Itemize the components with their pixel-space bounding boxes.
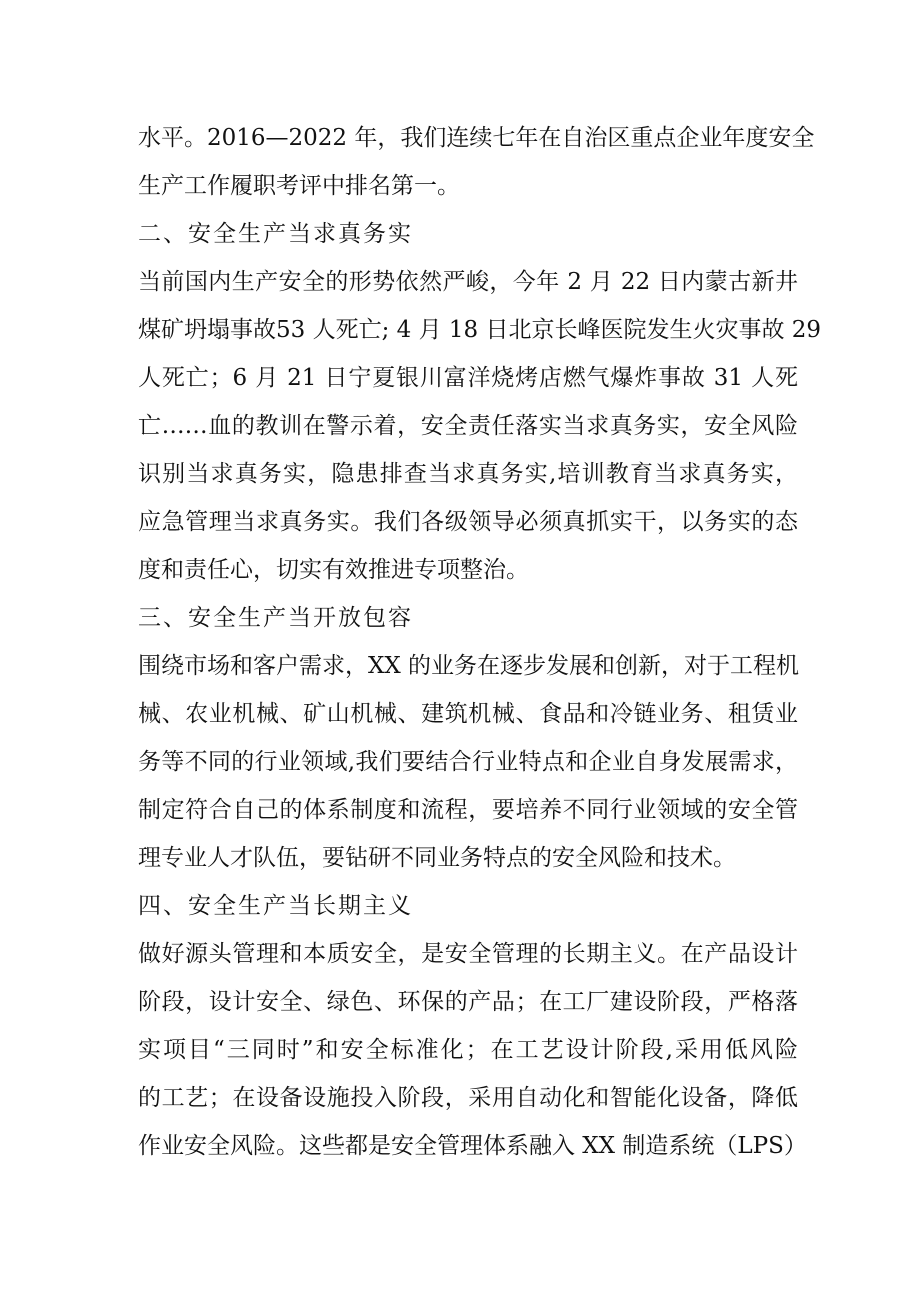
paragraph-line: 围绕市场和客户需求，XX 的业务在逐步发展和创新，对于工程机 [138,653,800,679]
paragraph-line: 人死亡；6 月 21 日宁夏银川富洋烧烤店燃气爆炸事故 31 人死 [138,365,798,391]
paragraph-line: 制定符合自己的体系制度和流程，要培养不同行业领域的安全管 [138,797,798,823]
paragraph-line: 水平。2016—2022 年，我们连续七年在自治区重点企业年度安全 [138,125,815,151]
paragraph-line: 作业安全风险。这些都是安全管理体系融入 XX 制造系统（LPS） [138,1133,807,1159]
paragraph-line: 生产工作履职考评中排名第一。 [138,173,460,199]
paragraph-line: 应急管理当求真务实。我们各级领导必须真抓实干，以务实的态 [138,509,798,535]
section-heading-4: 四、安全生产当长期主义 [138,893,413,919]
paragraph-line: 理专业人才队伍，要钻研不同业务特点的安全风险和技术。 [138,845,736,871]
paragraph-line: 煤矿坍塌事故53 人死亡; 4 月 18 日北京长峰医院发生火灾事故 29 [138,317,822,343]
paragraph-line: 的工艺；在设备设施投入阶段，采用自动化和智能化设备，降低 [138,1085,798,1111]
paragraph-line: 做好源头管理和本质安全，是安全管理的长期主义。在产品设计 [138,941,798,967]
paragraph-line: 识别当求真务实，隐患排查当求真务实,培训教育当求真务实， [138,461,798,487]
section-heading-2: 二、安全生产当求真务实 [138,221,413,247]
paragraph-line: 阶段，设计安全、绿色、环保的产品；在工厂建设阶段，严格落 [138,989,798,1015]
paragraph-line: 务等不同的行业领域,我们要结合行业特点和企业自身发展需求， [138,749,798,775]
paragraph-line: 实项目“三同时”和安全标准化；在工艺设计阶段,采用低风险 [138,1037,798,1063]
paragraph-line: 度和责任心，切实有效推进专项整治。 [138,557,529,583]
paragraph-line: 械、农业机械、矿山机械、建筑机械、食品和冷链业务、租赁业 [138,701,798,727]
paragraph-line: 亡……血的教训在警示着，安全责任落实当求真务实，安全风险 [138,413,798,439]
paragraph-line: 当前国内生产安全的形势依然严峻，今年 2 月 22 日内蒙古新井 [138,269,798,295]
section-heading-3: 三、安全生产当开放包容 [138,605,413,631]
